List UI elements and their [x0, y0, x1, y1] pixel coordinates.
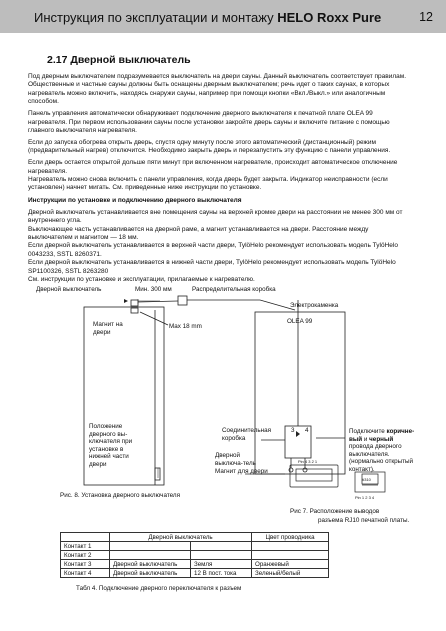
- terminal-4: 4: [305, 427, 309, 434]
- table-row: Контакт 4 Дверной выключатель 12 В пост. тока Зеленый/белый: [61, 569, 329, 578]
- table-header-row: Дверной выключатель Цвет проводника: [61, 533, 329, 542]
- section-title: 2.17 Дверной выключатель: [47, 54, 191, 66]
- table-caption: Табл 4. Подключение дверного переключателя к разъем: [76, 585, 242, 592]
- terminal-3: 3: [291, 427, 295, 434]
- paragraph: Если дверной выключатель устанавливается в верхней части двери, TylöHelo рекомендует использовать модель TylöHelo 0043233, SSTL 8260371.: [28, 242, 398, 258]
- figure7-caption-line2: разъема RJ10 печатной платы.: [318, 517, 410, 524]
- pin-labels-bottom: Pin 1 2 3 4: [355, 495, 375, 500]
- label-junction-box: Распределительная коробка: [192, 286, 276, 293]
- table-row: Контакт 3 Дверной выключатель Земля Оранжевый: [61, 560, 329, 569]
- junction-box: [178, 296, 187, 305]
- paragraph: Если дверной выключатель устанавливается в нижней части двери, TylöHelo рекомендует использовать модель TylöHelo SP1100326, SSTL 8263280: [28, 259, 396, 275]
- label-door-switch-lower: Дверной выключа-тель: [215, 452, 256, 467]
- label-lower-position: Положение дверного вы-ключателя при установке в нижней части двери: [89, 423, 133, 468]
- figure7-caption-line1: Рис 7. Расположение выводов: [290, 508, 380, 515]
- label-connect-instruction: Подключите коричне-вый и черный провода дверного выключателя. (нормально открытый контакт).: [349, 428, 415, 473]
- install-heading: Инструкции по установке и подключению дверного выключателя: [28, 196, 242, 204]
- magnet: [131, 308, 138, 313]
- paragraph: Если дверь остается открытой дольше пяти минут при включенном нагревателе, происходит автоматическое отключение нагревателя.: [28, 159, 398, 175]
- paragraph: Нагреватель можно снова включить с панели управления, когда дверь будет закрыта. Индикатор неисправности (если установлен) начнет мигать. См. приведенные ниже инструкции по установке.: [28, 175, 388, 192]
- paragraph: Выключающее часть устанавливается на дверной раме, а магнит устанавливается на двери. Расстояние между выключателем и магнитом — 18 мм.: [28, 225, 369, 241]
- label-olea99: OLEA 99: [287, 318, 313, 325]
- paragraph: Дверной выключатель устанавливается вне помещения сауны на верхней кромке двери на расстоянии не менее 300 мм от внутреннего угла.: [28, 208, 403, 225]
- figure8-caption: Рис. 8. Установка дверного выключателя: [60, 492, 181, 499]
- page-number: 12: [419, 10, 433, 24]
- paragraph: Под дверным выключателем подразумевается выключатель на двери сауны. Данный выключатель соответствует правилам. Общественные и частные сауны должны быть оснащены дверным выключателем; речь идет о таких саунах, в которых нагреватель можно включить, находясь снаружи сауны, например при помощи кнопки «Вкл./Выкл.» или аналогичным способом.: [28, 73, 407, 106]
- connection-table: [60, 532, 329, 578]
- paragraph: Панель управления автоматически обнаруживает подключение дверного выключателя к печатной плате OLEA 99 нагревателя. При первом использовании сауны после установки закройте дверь сауны и включите питание с помощью главного выключателя нагревателя.: [28, 110, 390, 134]
- label-door-magnet: Магнит для двери: [215, 468, 268, 475]
- door-switch: [131, 300, 138, 306]
- header-title: Инструкция по эксплуатации и монтажу HELO Roxx Pure: [34, 10, 382, 25]
- label-heater-electrics: Электрокаменка: [290, 302, 339, 309]
- table-row: Контакт 2: [61, 551, 329, 560]
- pin-labels-top: Pin 4 3 2 1: [298, 459, 318, 464]
- chip-label: #310: [362, 477, 371, 482]
- label-connection-box: Соединительная коробка: [222, 427, 272, 442]
- label-max-distance: Max 18 mm: [169, 323, 202, 330]
- label-magnet: Магнит на двери: [93, 321, 123, 336]
- label-min-distance: Мин. 300 мм: [135, 286, 172, 293]
- lower-door-switch: [155, 468, 160, 480]
- paragraph: См. инструкции по установке и эксплуатации, прилагаемые к нагревателю.: [28, 275, 255, 283]
- heater-box: [255, 312, 345, 474]
- paragraph: Если до запуска обогрева открыть дверь, спустя одну минуту после этого автоматический (дистанционный) режим (предварительный нагрев) отключится. Необходимо закрыть дверь и перезапустить эту функцию с панели управления.: [28, 138, 391, 155]
- table-row: Контакт 1: [61, 542, 329, 551]
- label-door-switch: Дверной выключатель: [36, 286, 102, 293]
